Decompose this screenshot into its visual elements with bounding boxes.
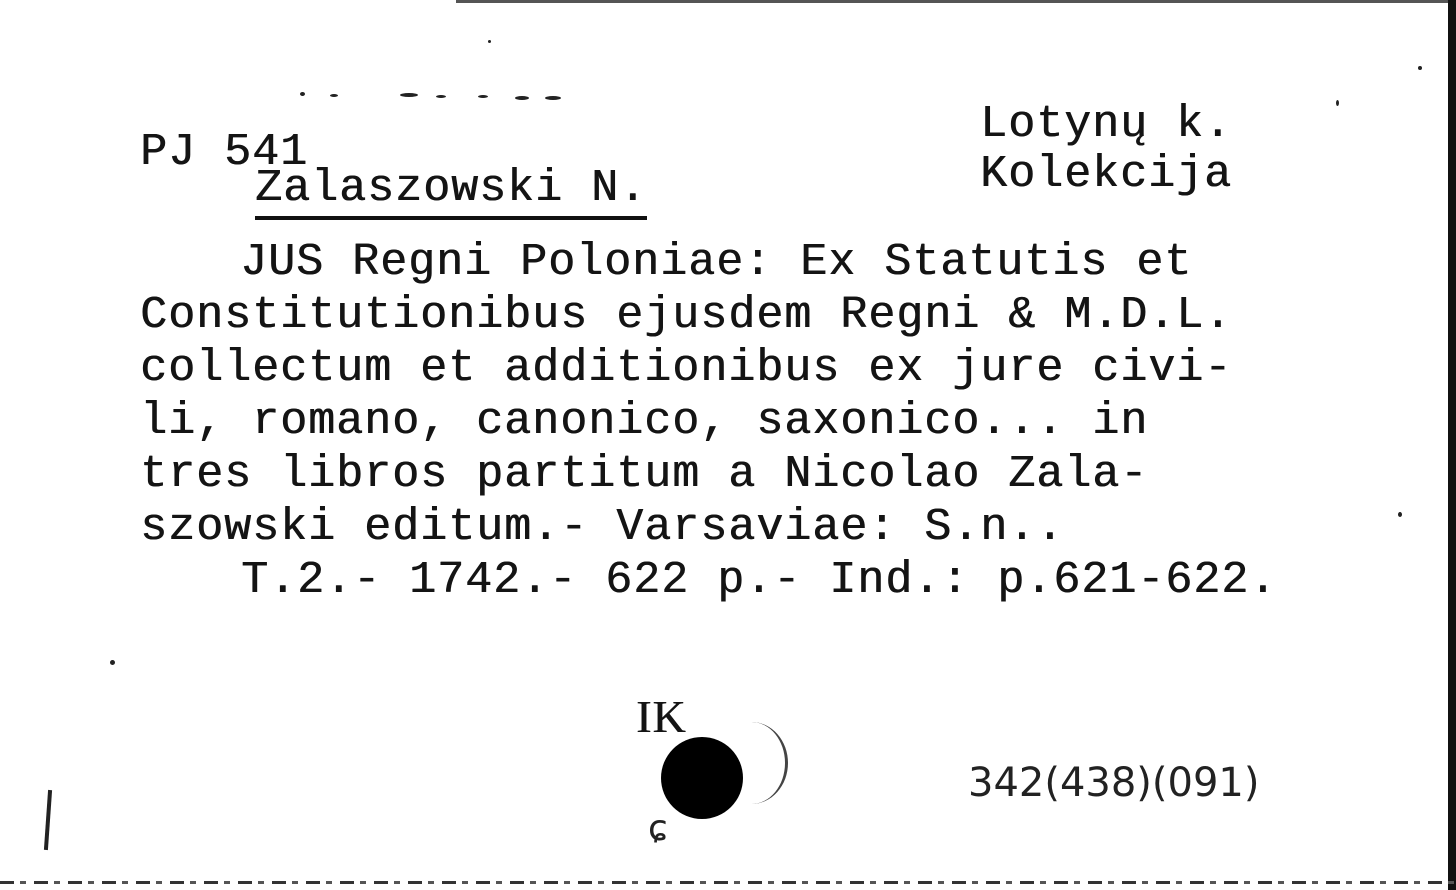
card-top-edge	[456, 0, 1456, 3]
pencil-flourish: ɕ	[648, 808, 668, 849]
ink-speck	[110, 660, 115, 665]
body-line: collectum et additionibus ex jure civi-	[140, 343, 1233, 394]
ink-speck	[515, 96, 529, 100]
ink-speck	[478, 95, 488, 98]
pencil-mark	[44, 790, 52, 850]
ik-mark: IK	[636, 691, 687, 742]
ink-speck	[330, 94, 338, 97]
ink-speck	[1336, 100, 1339, 106]
body-line: tres libros partitum a Nicolao Zala-	[140, 449, 1149, 500]
body-line: T.2.- 1742.- 622 p.- Ind.: p.621-622.	[185, 555, 1278, 606]
ink-speck	[488, 40, 491, 43]
ink-speck	[545, 96, 561, 100]
card-right-edge	[1448, 0, 1456, 890]
card-bottom-edge	[0, 881, 1456, 884]
collection-note: Kolekcija	[980, 149, 1233, 200]
author-name: Zalaszowski N.	[255, 163, 647, 220]
shelf-code: 342(438)(091)	[968, 760, 1260, 806]
call-number: PJ 541	[140, 127, 309, 178]
body-line: szowski editum.- Varsaviae: S.n..	[140, 502, 1065, 553]
title-entry	[140, 236, 1277, 607]
language-note: Lotynų k.	[980, 99, 1233, 150]
punched-hole	[661, 737, 743, 819]
ink-speck	[436, 95, 446, 98]
body-line: Constitutionibus ejusdem Regni & M.D.L.	[140, 290, 1233, 341]
body-line: li, romano, canonico, saxonico... in	[140, 396, 1149, 447]
body-line: JUS Regni Poloniae: Ex Statutis et	[240, 237, 1193, 288]
ink-speck	[1398, 512, 1402, 517]
author-heading	[255, 162, 647, 215]
ink-speck	[1418, 66, 1422, 70]
ink-speck	[400, 93, 418, 97]
ink-speck	[300, 92, 305, 96]
